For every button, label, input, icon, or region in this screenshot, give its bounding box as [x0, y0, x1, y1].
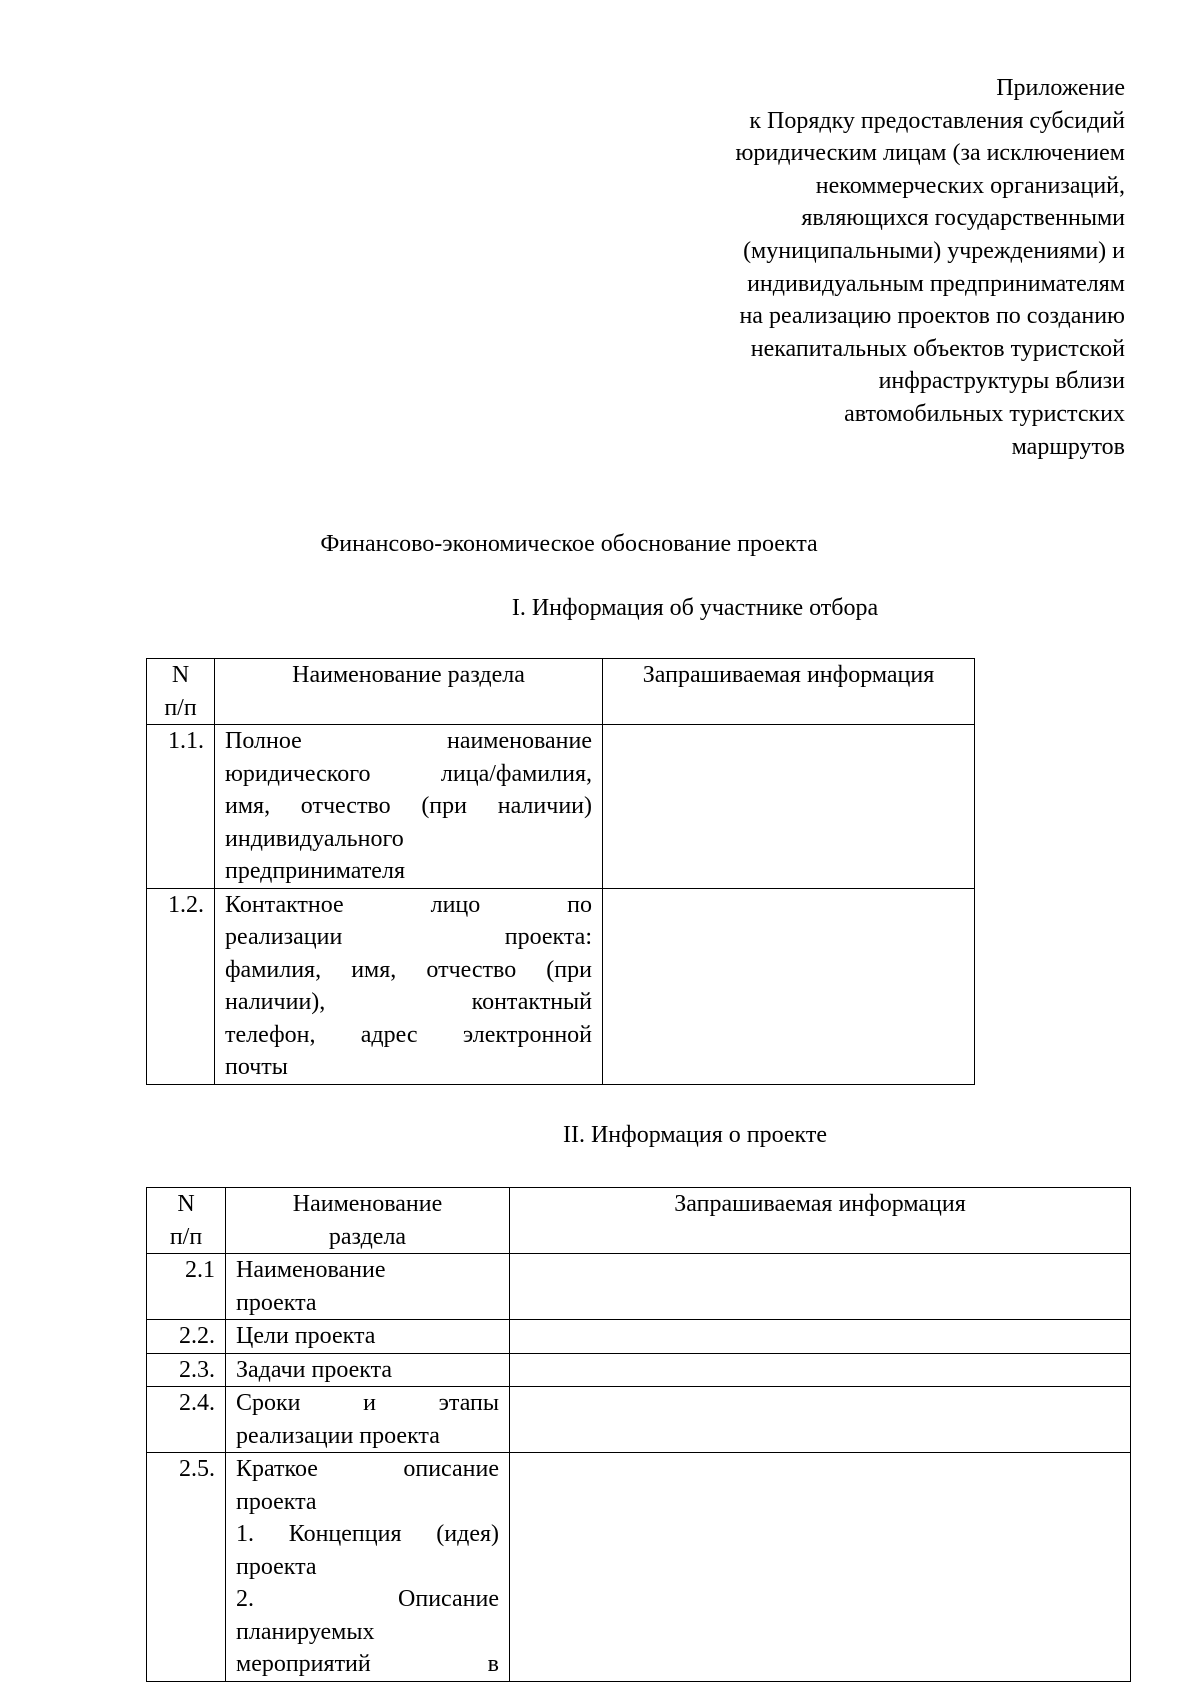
row-name-line: Наименование: [236, 1257, 386, 1283]
section1-title: I. Информация об участнике отбора: [511, 595, 879, 621]
row-name: [226, 1353, 510, 1387]
row-name-line: проекта: [236, 1289, 317, 1316]
row-name-line: Краткое описание: [236, 1456, 499, 1482]
appendix-line: на реализацию проектов по созданию: [739, 303, 1125, 330]
appendix-line: индивидуальным предпринимателям: [747, 270, 1125, 297]
row-name-line: Контактное лицо по: [225, 891, 592, 918]
row-num: 2.4.: [147, 1387, 226, 1453]
row-name-line: почты: [225, 1054, 288, 1080]
row-name-line: мероприятий в: [236, 1651, 499, 1677]
row-name: [226, 1254, 510, 1320]
appendix-line: маршрутов: [1011, 433, 1125, 460]
row-name-line: проекта: [236, 1488, 317, 1515]
row-info-cell[interactable]: [510, 1254, 1131, 1320]
row-num: 2.1: [147, 1254, 226, 1320]
table-header-row: [147, 1188, 1131, 1254]
appendix-line: (муниципальными) учреждениями) и: [743, 237, 1125, 264]
header-num-line1: N: [171, 662, 190, 688]
table-row: [147, 725, 975, 889]
document-title: Финансово-экономическое обоснование проекта: [320, 531, 818, 557]
appendix-line: Приложение: [996, 75, 1125, 101]
appendix-header: [565, 72, 1125, 463]
appendix-line: к Порядку предоставления субсидий: [749, 107, 1125, 134]
header-num-line2: п/п: [164, 694, 197, 721]
participant-info-table: [146, 658, 975, 1085]
row-name-line: фамилия, имя, отчество (при: [225, 956, 592, 983]
row-info-cell[interactable]: [510, 1387, 1131, 1453]
row-info-cell[interactable]: [510, 1320, 1131, 1354]
appendix-line: автомобильных туристских: [844, 400, 1125, 427]
header-name: [226, 1188, 510, 1254]
row-name-line: Задачи проекта: [236, 1356, 393, 1383]
row-name-line: наличии), контактный: [225, 989, 592, 1015]
row-name-line: юридического лица/фамилия,: [225, 760, 592, 787]
row-num: 2.5.: [147, 1453, 226, 1682]
row-name: [215, 888, 603, 1084]
row-name-line: проекта: [236, 1553, 317, 1580]
appendix-line: некоммерческих организаций,: [815, 172, 1125, 199]
row-num: 2.3.: [147, 1353, 226, 1387]
header-num-line1: N: [177, 1191, 195, 1217]
header-name-line2: раздела: [328, 1223, 407, 1250]
row-name-line: Сроки и этапы: [236, 1390, 499, 1416]
appendix-line: некапитальных объектов туристской: [750, 335, 1125, 362]
header-num-line2: п/п: [169, 1223, 203, 1250]
row-info-cell[interactable]: [603, 725, 975, 889]
row-name-line: 2. Описание: [236, 1586, 499, 1612]
row-name: [226, 1387, 510, 1453]
row-name-line: реализации проекта: [236, 1422, 440, 1449]
row-name-line: телефон, адрес электронной: [225, 1021, 592, 1048]
table-row: [147, 1453, 1131, 1682]
row-info-cell[interactable]: [510, 1353, 1131, 1387]
table-row: [147, 888, 975, 1084]
row-name-line: реализации проекта:: [225, 924, 592, 950]
table-header-row: [147, 659, 975, 725]
appendix-line: являющихся государственными: [801, 205, 1125, 232]
row-name-line: Цели проекта: [236, 1323, 376, 1349]
header-num: [147, 1188, 226, 1254]
row-name-line: 1. Концепция (идея): [236, 1521, 499, 1547]
header-name-line1: Наименование: [292, 1191, 443, 1217]
row-name: [226, 1453, 510, 1682]
header-info: Запрашиваемая информация: [510, 1188, 1131, 1254]
appendix-line: юридическим лицам (за исключением: [735, 140, 1125, 167]
row-name: [215, 725, 603, 889]
header-num: [147, 659, 215, 725]
row-name-line: планируемых: [236, 1618, 375, 1645]
header-name: Наименование раздела: [215, 659, 603, 725]
section2-title: II. Информация о проекте: [562, 1122, 828, 1148]
row-info-cell[interactable]: [510, 1453, 1131, 1682]
table-row: [147, 1387, 1131, 1453]
row-info-cell[interactable]: [603, 888, 975, 1084]
table-row: [147, 1254, 1131, 1320]
row-name-line: индивидуального: [225, 825, 404, 852]
appendix-line: инфраструктуры вблизи: [878, 368, 1125, 395]
row-name-line: предпринимателя: [225, 858, 405, 884]
table-row: [147, 1320, 1131, 1354]
row-num: 1.1.: [147, 725, 215, 889]
row-name-line: имя, отчество (при наличии): [225, 793, 592, 819]
table-row: [147, 1353, 1131, 1387]
project-info-table: [146, 1187, 1131, 1682]
row-name: [226, 1320, 510, 1354]
header-info: Запрашиваемая информация: [603, 659, 975, 725]
row-num: 1.2.: [147, 888, 215, 1084]
row-name-line: Полное наименование: [225, 728, 592, 754]
row-num: 2.2.: [147, 1320, 226, 1354]
